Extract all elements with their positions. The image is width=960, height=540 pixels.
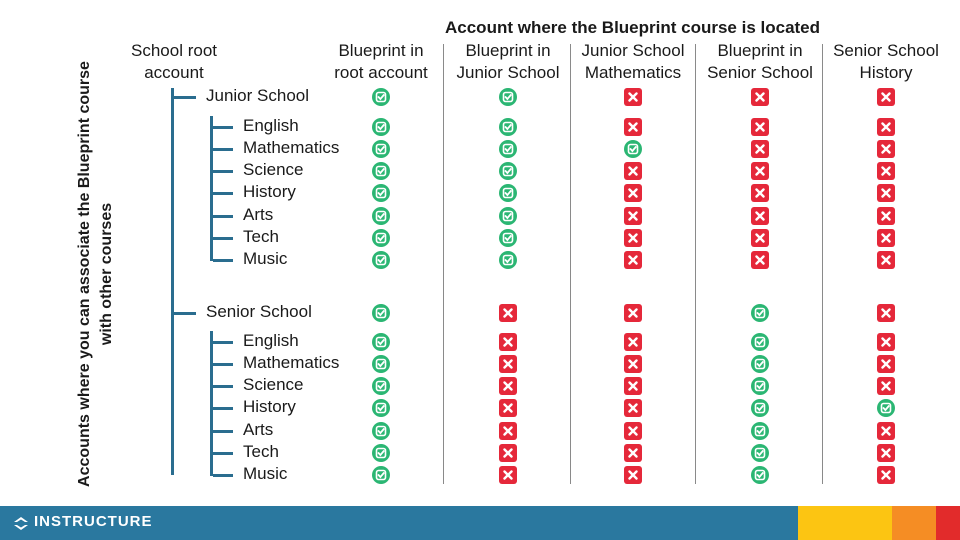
tree-leaf-branch bbox=[213, 363, 233, 366]
row-label-tech: Tech bbox=[243, 442, 279, 461]
check-circle-icon bbox=[372, 140, 390, 158]
check-circle-icon bbox=[499, 118, 517, 136]
column-header-2 bbox=[571, 40, 695, 84]
check-circle-icon bbox=[499, 229, 517, 247]
x-box-icon bbox=[499, 377, 517, 395]
check-circle-icon bbox=[372, 333, 390, 351]
column-header-line: Blueprint in bbox=[338, 41, 424, 60]
x-box-icon bbox=[624, 184, 642, 202]
tree-leaf-branch bbox=[213, 341, 233, 344]
column-header-4 bbox=[824, 40, 948, 84]
root-account-header bbox=[108, 40, 240, 84]
x-box-icon bbox=[877, 355, 895, 373]
row-label-english: English bbox=[243, 331, 299, 350]
check-circle-icon bbox=[372, 377, 390, 395]
tree-trunk bbox=[171, 88, 174, 475]
footer-orange-block bbox=[892, 506, 936, 540]
x-box-icon bbox=[624, 444, 642, 462]
x-box-icon bbox=[877, 229, 895, 247]
check-circle-icon bbox=[372, 184, 390, 202]
column-header-line: Mathematics bbox=[584, 63, 682, 82]
column-header-line: root account bbox=[334, 63, 428, 82]
check-circle-icon bbox=[372, 88, 390, 106]
column-header-line: Senior School bbox=[707, 63, 813, 82]
x-box-icon bbox=[624, 422, 642, 440]
check-circle-icon bbox=[751, 377, 769, 395]
check-circle-icon bbox=[751, 355, 769, 373]
x-box-icon bbox=[877, 377, 895, 395]
x-box-icon bbox=[499, 355, 517, 373]
x-box-icon bbox=[751, 251, 769, 269]
column-header-line: Blueprint in bbox=[465, 41, 551, 60]
x-box-icon bbox=[624, 118, 642, 136]
column-divider bbox=[570, 44, 571, 484]
side-axis-label: Accounts where you can associate the Blueprint course with other courses bbox=[76, 61, 115, 487]
check-circle-icon bbox=[751, 333, 769, 351]
check-circle-icon bbox=[499, 184, 517, 202]
check-circle-icon bbox=[372, 399, 390, 417]
row-label-tech: Tech bbox=[243, 227, 279, 246]
x-box-icon bbox=[751, 229, 769, 247]
tree-leaf-branch bbox=[213, 126, 233, 129]
x-box-icon bbox=[877, 207, 895, 225]
x-box-icon bbox=[624, 377, 642, 395]
group-label-junior-school: Junior School bbox=[206, 86, 310, 105]
x-box-icon bbox=[624, 333, 642, 351]
check-circle-icon bbox=[751, 466, 769, 484]
x-box-icon bbox=[624, 466, 642, 484]
column-header-line: Senior School bbox=[833, 41, 939, 60]
x-box-icon bbox=[877, 140, 895, 158]
x-box-icon bbox=[624, 229, 642, 247]
x-box-icon bbox=[877, 422, 895, 440]
check-circle-icon bbox=[372, 444, 390, 462]
x-box-icon bbox=[751, 184, 769, 202]
row-label-history: History bbox=[243, 182, 296, 201]
x-box-icon bbox=[877, 184, 895, 202]
row-label-science: Science bbox=[243, 375, 304, 394]
column-header-3 bbox=[698, 40, 822, 84]
check-circle-icon bbox=[372, 118, 390, 136]
x-box-icon bbox=[499, 333, 517, 351]
x-box-icon bbox=[499, 304, 517, 322]
check-circle-icon bbox=[499, 251, 517, 269]
column-header-line: Blueprint in bbox=[717, 41, 803, 60]
tree-leaf-branch bbox=[213, 407, 233, 410]
x-box-icon bbox=[624, 304, 642, 322]
x-box-icon bbox=[877, 118, 895, 136]
row-label-arts: Arts bbox=[243, 205, 274, 224]
instructure-logo-icon bbox=[12, 514, 30, 532]
check-circle-icon bbox=[372, 422, 390, 440]
footer-yellow-block bbox=[798, 506, 892, 540]
x-box-icon bbox=[751, 207, 769, 225]
x-box-icon bbox=[877, 88, 895, 106]
x-box-icon bbox=[499, 399, 517, 417]
row-label-history: History bbox=[243, 397, 296, 416]
tree-leaf-branch bbox=[213, 385, 233, 388]
check-circle-icon bbox=[499, 88, 517, 106]
x-box-icon bbox=[751, 162, 769, 180]
column-header-1 bbox=[446, 40, 570, 84]
check-circle-icon bbox=[751, 399, 769, 417]
x-box-icon bbox=[499, 444, 517, 462]
column-header-line: Junior School bbox=[581, 41, 685, 60]
tree-leaf-branch bbox=[213, 474, 233, 477]
row-label-mathematics: Mathematics bbox=[243, 138, 340, 157]
check-circle-icon bbox=[372, 251, 390, 269]
column-header-line: Junior School bbox=[456, 63, 560, 82]
chart-title: Account where the Blueprint course is located bbox=[445, 18, 821, 37]
check-circle-icon bbox=[372, 466, 390, 484]
x-box-icon bbox=[624, 399, 642, 417]
x-box-icon bbox=[624, 207, 642, 225]
tree-leaf-branch bbox=[213, 148, 233, 151]
tree-leaf-branch bbox=[213, 192, 233, 195]
column-header-0 bbox=[319, 40, 443, 84]
x-box-icon bbox=[877, 162, 895, 180]
x-box-icon bbox=[877, 444, 895, 462]
x-box-icon bbox=[877, 251, 895, 269]
check-circle-icon bbox=[499, 140, 517, 158]
tree-branch bbox=[174, 312, 196, 315]
brand-name: INSTRUCTURE bbox=[34, 513, 153, 530]
root-header-line-1: School root bbox=[131, 41, 217, 60]
check-circle-icon bbox=[372, 229, 390, 247]
check-circle-icon bbox=[751, 304, 769, 322]
x-box-icon bbox=[877, 304, 895, 322]
column-divider bbox=[695, 44, 696, 484]
check-circle-icon bbox=[624, 140, 642, 158]
x-box-icon bbox=[751, 88, 769, 106]
group-label-senior-school: Senior School bbox=[206, 302, 312, 321]
tree-leaf-branch bbox=[213, 215, 233, 218]
x-box-icon bbox=[751, 118, 769, 136]
check-circle-icon bbox=[372, 304, 390, 322]
check-circle-icon bbox=[751, 422, 769, 440]
check-circle-icon bbox=[372, 355, 390, 373]
tree-branch bbox=[174, 96, 196, 99]
check-circle-icon bbox=[372, 207, 390, 225]
root-header-line-2: account bbox=[144, 63, 204, 82]
x-box-icon bbox=[624, 88, 642, 106]
tree-leaf-branch bbox=[213, 170, 233, 173]
row-label-mathematics: Mathematics bbox=[243, 353, 340, 372]
x-box-icon bbox=[624, 355, 642, 373]
check-circle-icon bbox=[499, 207, 517, 225]
check-circle-icon bbox=[751, 444, 769, 462]
x-box-icon bbox=[877, 466, 895, 484]
check-circle-icon bbox=[877, 399, 895, 417]
row-label-music: Music bbox=[243, 249, 288, 268]
tree-leaf-branch bbox=[213, 452, 233, 455]
x-box-icon bbox=[624, 162, 642, 180]
x-box-icon bbox=[624, 251, 642, 269]
column-header-line: History bbox=[859, 63, 913, 82]
row-label-arts: Arts bbox=[243, 420, 274, 439]
check-circle-icon bbox=[372, 162, 390, 180]
x-box-icon bbox=[877, 333, 895, 351]
x-box-icon bbox=[499, 422, 517, 440]
check-circle-icon bbox=[499, 162, 517, 180]
tree-leaf-branch bbox=[213, 237, 233, 240]
x-box-icon bbox=[751, 140, 769, 158]
tree-leaf-branch bbox=[213, 430, 233, 433]
footer-red-block bbox=[936, 506, 960, 540]
row-label-music: Music bbox=[243, 464, 288, 483]
tree-leaf-branch bbox=[213, 259, 233, 262]
column-divider bbox=[822, 44, 823, 484]
column-divider bbox=[443, 44, 444, 484]
row-label-english: English bbox=[243, 116, 299, 135]
row-label-science: Science bbox=[243, 160, 304, 179]
x-box-icon bbox=[499, 466, 517, 484]
